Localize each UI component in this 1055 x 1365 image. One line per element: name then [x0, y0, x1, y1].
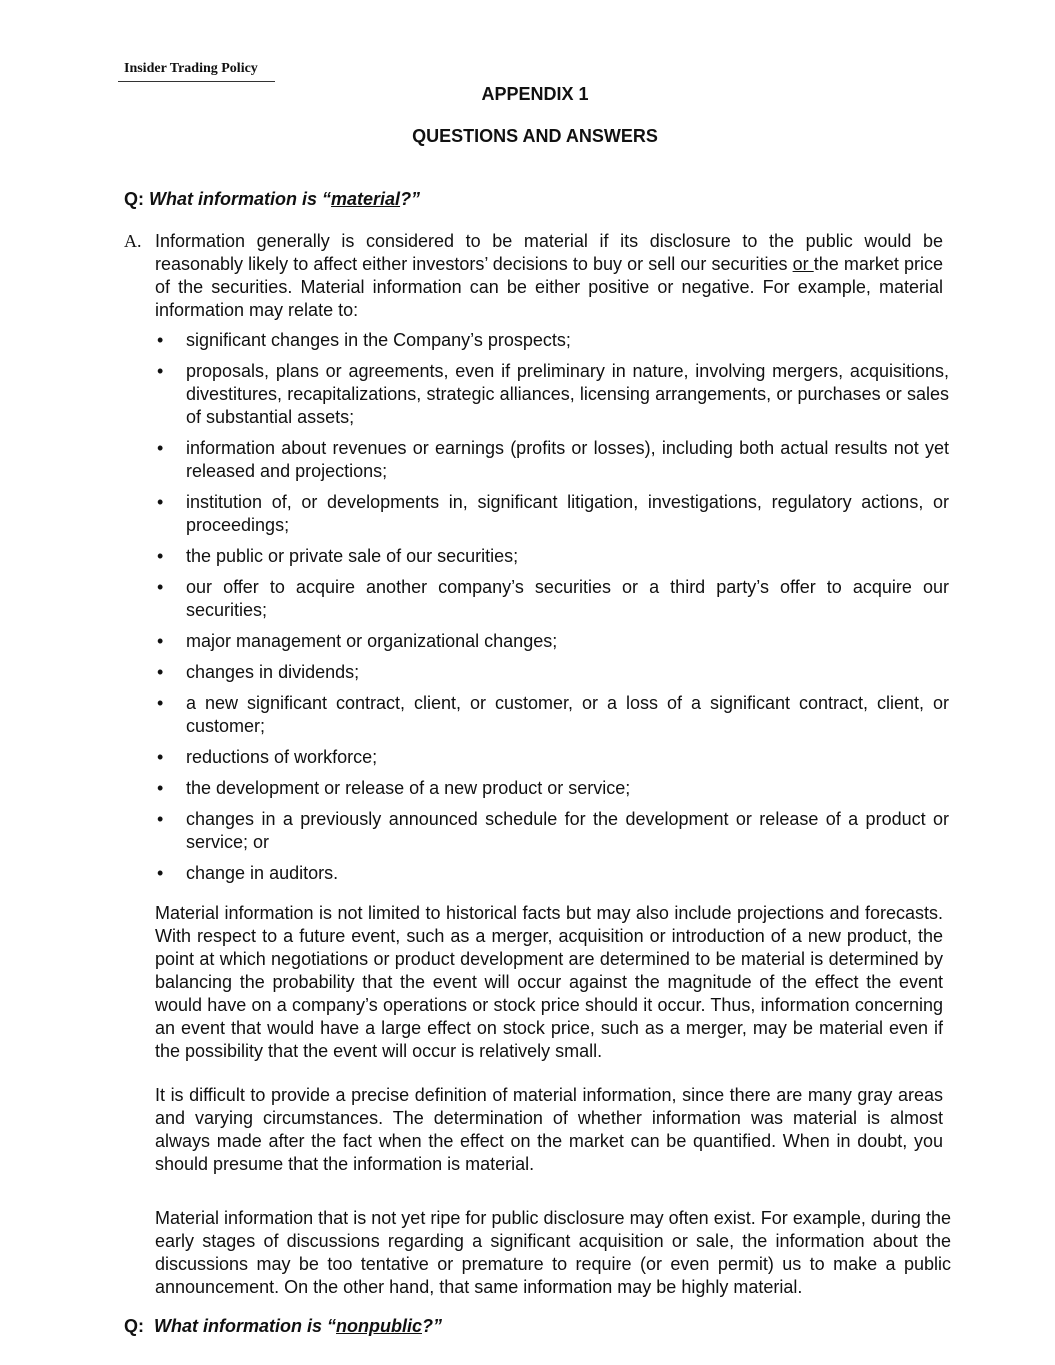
material-info-list: [155, 329, 949, 893]
bullet-icon: •: [157, 631, 164, 651]
q-text-end: ?”: [400, 189, 421, 209]
bullet-icon: •: [157, 546, 164, 566]
list-item: [155, 808, 949, 854]
answer-paragraph-3: It is difficult to provide a precise definition of material information, since there are many gray areas and varying circumstances. The determination of whether information was material is almost always made after the fact when the effect on the market can be quantified. When in doubt, you should presume that the information is material.: [155, 1085, 943, 1174]
question-material: [124, 188, 420, 211]
bullet-icon: •: [157, 693, 164, 713]
bullet-icon: •: [157, 330, 164, 350]
list-item: [155, 777, 949, 800]
bullet-icon: •: [157, 778, 164, 798]
list-item: [155, 692, 949, 738]
list-item: [155, 661, 949, 684]
section-subtitle: QUESTIONS AND ANSWERS: [412, 126, 658, 146]
list-item-text: institution of, or developments in, significant litigation, investigations, regulatory actions, or proceedings;: [186, 492, 949, 535]
list-item: [155, 862, 949, 885]
q-text-end: ?”: [422, 1316, 442, 1336]
bullet-icon: •: [157, 438, 164, 458]
answer-paragraph-1: [155, 230, 943, 322]
q-prefix: Q:: [124, 189, 144, 209]
list-item: [155, 576, 949, 622]
appendix-title: APPENDIX 1: [481, 84, 589, 104]
list-item-text: the development or release of a new product or service;: [186, 778, 631, 798]
bullet-icon: •: [157, 809, 164, 829]
list-item: [155, 437, 949, 483]
list-item: [155, 545, 949, 568]
list-item: [155, 360, 949, 429]
list-item-text: significant changes in the Company’s prospects;: [186, 330, 571, 350]
q-term: material: [331, 189, 401, 209]
bullet-icon: •: [157, 577, 164, 597]
bullet-icon: •: [157, 492, 164, 512]
q-term: nonpublic: [336, 1316, 422, 1336]
list-item: [155, 491, 949, 537]
bullet-icon: •: [157, 747, 164, 767]
answer-paragraph-4: Material information that is not yet ripe for public disclosure may often exist. For example, during the early stages of discussions regarding a significant acquisition or sale, the information about the discussions may be too tentative or premature to require (or even permit) us to make a public announcement. On the other hand, that same information may be highly material.: [155, 1208, 951, 1297]
q-prefix: Q:: [124, 1316, 144, 1336]
list-item-text: a new significant contract, client, or customer, or a loss of a significant contract, client, or customer;: [186, 693, 949, 736]
bullet-icon: •: [157, 361, 164, 381]
list-item-text: changes in a previously announced schedule for the development or release of a product or service; or: [186, 809, 949, 852]
header-rule: [118, 81, 275, 82]
running-header: Insider Trading Policy: [124, 61, 258, 76]
question-nonpublic: [124, 1315, 442, 1338]
bullet-icon: •: [157, 662, 164, 682]
answer-label: A.: [124, 231, 142, 251]
list-item-text: the public or private sale of our securities;: [186, 546, 519, 566]
q-text: What information is “: [149, 189, 332, 209]
list-item: [155, 329, 949, 352]
text: the market price of the securities. Material information can be either positive or negative. For example, material information may relate to:: [155, 254, 943, 320]
q-text: What information is “: [154, 1316, 337, 1336]
answer-paragraph-2: Material information is not limited to historical facts but may also include projections and forecasts. With respect to a future event, such as a merger, acquisition or introduction of a new product, the point at which negotiations or product development are determined to be material is determined by balancing the probability that the event will occur against the magnitude of the effect the event would have on a company’s operations or stock price should it occur. Thus, information concerning an event that would have a large effect on stock price, such as a merger, may be material even if the possibility that the event will occur is relatively small.: [155, 903, 943, 1061]
underlined-text: or: [792, 254, 814, 274]
list-item: [155, 746, 949, 769]
list-item-text: change in auditors.: [186, 863, 339, 883]
list-item-text: information about revenues or earnings (profits or losses), including both actual results not yet released and projections;: [186, 438, 949, 481]
list-item-text: reductions of workforce;: [186, 747, 378, 767]
list-item-text: our offer to acquire another company’s securities or a third party’s offer to acquire our securities;: [186, 577, 949, 620]
list-item: [155, 630, 949, 653]
list-item-text: major management or organizational changes;: [186, 631, 558, 651]
text: Information generally is considered to be material if its disclosure to the public would be reasonably likely to affect either investors’ decisions to buy or sell our securities: [155, 231, 943, 274]
bullet-icon: •: [157, 863, 164, 883]
list-item-text: proposals, plans or agreements, even if preliminary in nature, involving mergers, acquisitions, divestitures, recapitalizations, strategic alliances, licensing arrangements, or purchases or sales of substantial assets;: [186, 361, 949, 427]
list-item-text: changes in dividends;: [186, 662, 360, 682]
